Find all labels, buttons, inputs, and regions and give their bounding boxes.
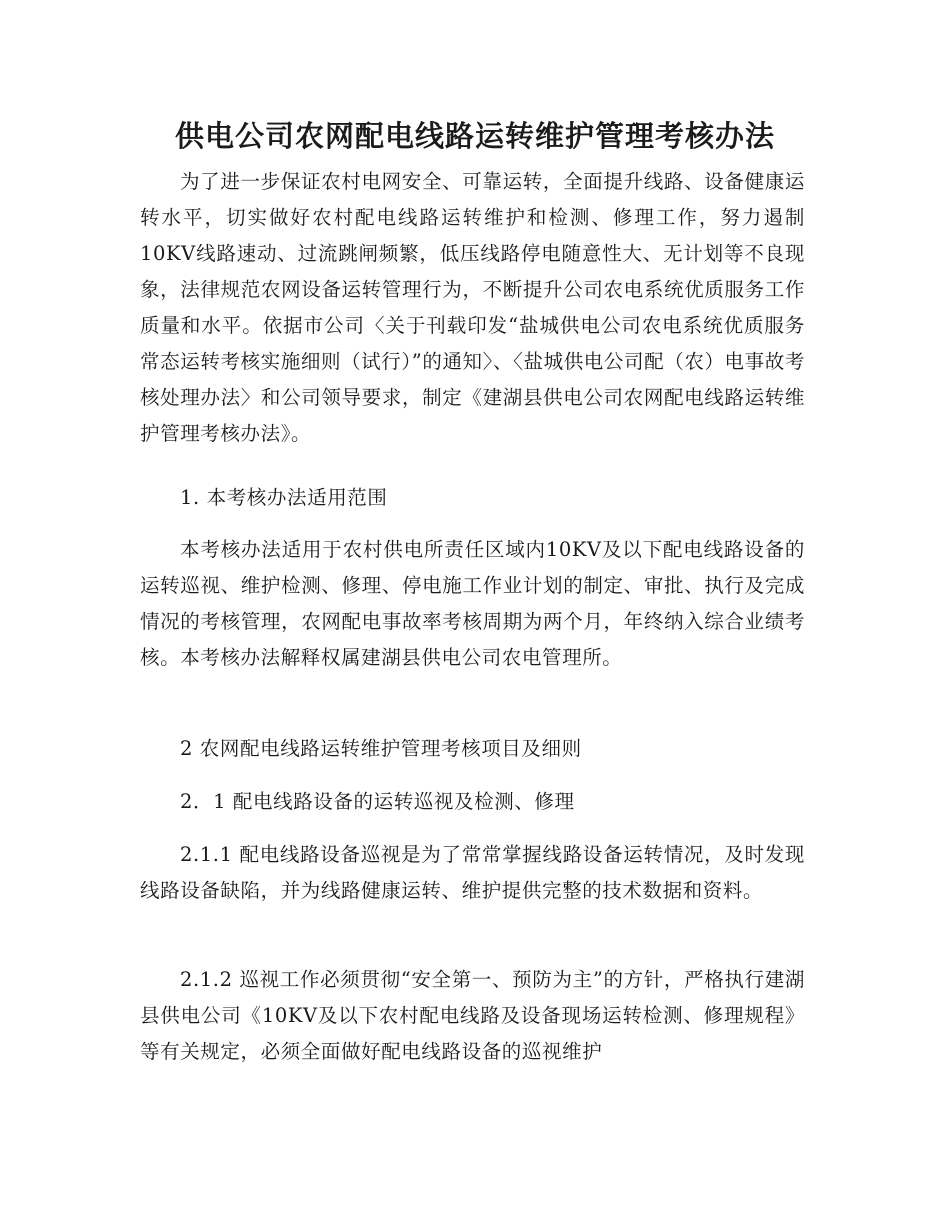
section-2-heading: 2 农网配电线路运转维护管理考核项目及细则 bbox=[180, 737, 582, 760]
intro-paragraph: 为了进一步保证农村电网安全、可靠运转，全面提升线路、设备健康运转水平，切实做好农村配电线路运转维护和检测、修理工作，努力遏制10KV线路速动、过流跳闸频繁，低压线路停电随意性大、无计划等不良现象，法律规范农网设备运转管理行为，不断提升公司农电系统优质服务工作质量和水平。依据市公司〈关于刊载印发“盐城供电公司农电系统优质服务常态运转考核实施细则（试行）”的通知〉、〈盐城供电公司配（农）电事故考核处理办法〉和公司领导要求，制定《建湖县供电公司农网配电线路运转维护管理考核办法》。 bbox=[140, 170, 805, 445]
clause-2-1-1: 2.1.1 配电线路设备巡视是为了常常掌握线路设备运转情况，及时发现线路设备缺陷，并为线路健康运转、维护提供完整的技术数据和资料。 bbox=[140, 843, 805, 902]
document-title: 供电公司农网配电线路运转维护管理考核办法 bbox=[174, 119, 775, 153]
clause-2-1-2: 2.1.2 巡视工作必须贯彻“安全第一、预防为主”的方针，严格执行建湖县供电公司《10KV及以下农村配电线路及设备现场运转检测、修理规程》等有关规定，必须全面做好配电线路设备的巡视维护 bbox=[140, 968, 805, 1063]
section-2-1-heading: 2．1 配电线路设备的运转巡视及检测、修理 bbox=[180, 790, 575, 813]
section-1-body: 本考核办法适用于农村供电所责任区域内10KV及以下配电线路设备的运转巡视、维护检测、修理、停电施工作业计划的制定、审批、执行及完成情况的考核管理，农网配电事故率考核周期为两个月，年终纳入综合业绩考核。本考核办法解释权属建湖县供电公司农电管理所。 bbox=[140, 538, 805, 669]
section-1-heading: 1. 本考核办法适用范围 bbox=[180, 486, 388, 509]
